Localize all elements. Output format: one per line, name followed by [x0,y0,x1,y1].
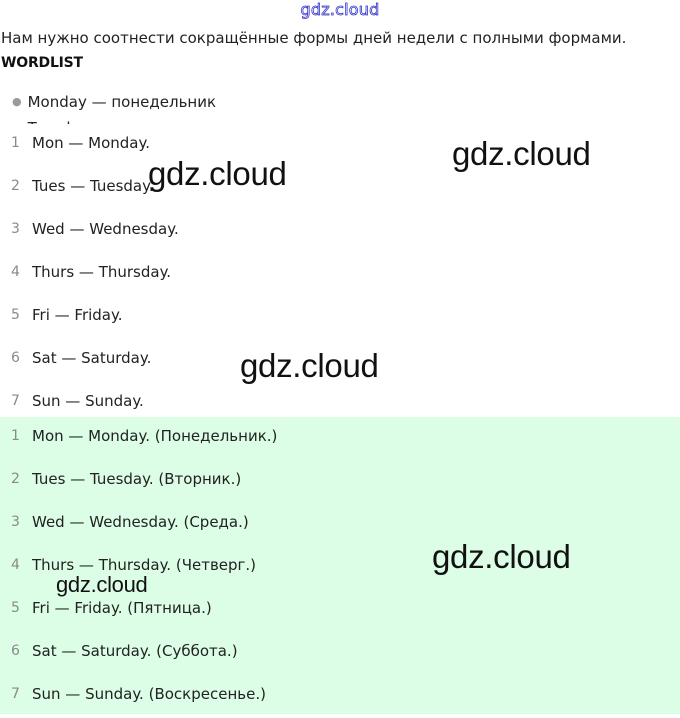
list-item [0,503,680,546]
watermark: gdz.cloud [432,538,571,575]
item-number: 1 [11,135,20,151]
site-mark: gdz.cloud [300,0,380,19]
item-number: 6 [11,350,20,366]
wordlist-item-text: Monday — понедельник [27,93,217,111]
list-item [0,675,680,718]
list-item [0,296,680,339]
item-number: 4 [11,264,20,280]
watermark: gdz.cloud [148,155,287,192]
item-number: 5 [11,600,20,616]
watermark: gdz.cloud [240,347,379,384]
wordlist [12,89,672,127]
item-text: Sat — Saturday. [32,349,152,367]
item-number: 5 [11,307,20,323]
item-text: Tues — Tuesday. (Вторник.) [32,470,242,488]
intro-text: Нам нужно соотнести сокращённые формы дней недели с полными формами. [1,29,627,47]
item-text: Thurs — Thursday. (Четверг.) [32,556,257,574]
item-text: Mon — Monday. [32,134,151,152]
item-number: 7 [11,686,20,702]
bullet-icon: ● [12,95,22,108]
item-text: Mon — Monday. (Понедельник.) [32,427,278,445]
wordlist-item [12,89,672,115]
list-item [0,632,680,675]
item-text: Sun — Sunday. [32,392,144,410]
item-text: Sun — Sunday. (Воскресенье.) [32,685,266,703]
translated-answer-list [0,417,680,714]
list-item [0,460,680,503]
list-item [0,253,680,296]
item-number: 7 [11,393,20,409]
watermark: gdz.cloud [56,572,148,597]
item-number: 4 [11,557,20,573]
item-number: 2 [11,471,20,487]
list-item [0,417,680,460]
item-text: Thurs — Thursday. [32,263,172,281]
item-number: 1 [11,428,20,444]
item-text: Wed — Wednesday. [32,220,179,238]
wordlist-heading: WORDLIST [1,55,83,71]
item-text: Tues — Tuesday. [32,177,154,195]
item-number: 3 [11,514,20,530]
item-text: Sat — Saturday. (Суббота.) [32,642,238,660]
list-item [0,167,680,210]
item-number: 6 [11,643,20,659]
watermark: gdz.cloud [452,135,591,172]
item-text: Fri — Friday. (Пятница.) [32,599,212,617]
item-number: 3 [11,221,20,237]
item-number: 2 [11,178,20,194]
item-text: Wed — Wednesday. (Среда.) [32,513,249,531]
item-text: Fri — Friday. [32,306,123,324]
list-item [0,210,680,253]
